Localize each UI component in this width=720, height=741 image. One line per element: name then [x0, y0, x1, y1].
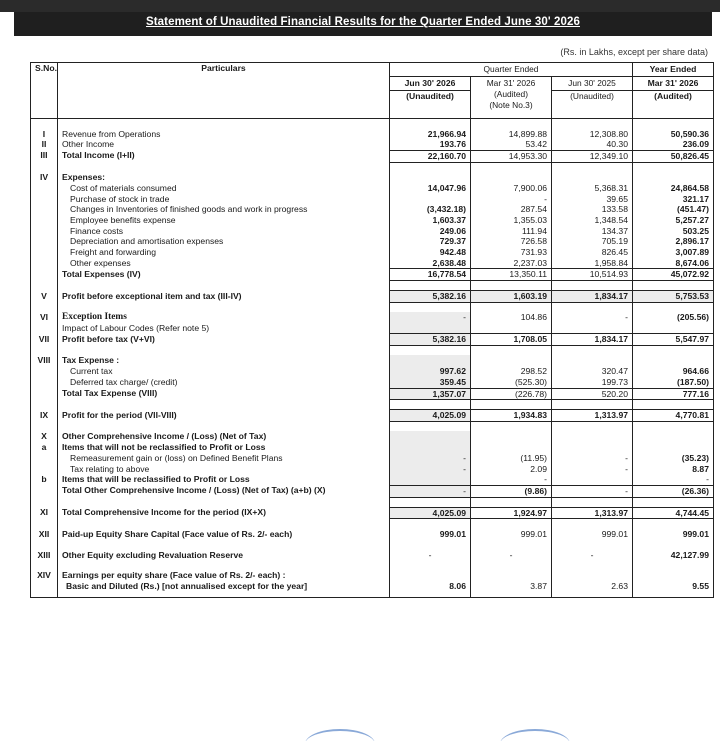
header-year-ended: Year Ended: [633, 63, 714, 77]
table-body: [31, 119, 714, 598]
header-col3-date: Jun 30' 2025: [552, 77, 633, 91]
table-row: VII Profit before tax (V+VI) 5,382.16 1,708.05 1,834.17 5,547.97: [31, 334, 714, 346]
table-row: II Other Income 193.76 53.42 40.30 236.09: [31, 139, 714, 150]
table-row: IX Profit for the period (VII-VIII) 4,025.09 1,934.83 1,313.97 4,770.81: [31, 410, 714, 422]
table-row: Tax relating to above - 2.09 - 8.87: [31, 464, 714, 475]
table-row: V Profit before exceptional item and tax (III-IV) 5,382.16 1,603.19 1,834.17 5,753.53: [31, 291, 714, 303]
table-row: Purchase of stock in trade - 39.65 321.17: [31, 194, 714, 205]
table-row: VIII Tax Expense :: [31, 355, 714, 366]
title-band: [14, 12, 712, 36]
table-row: a Items that will not be reclassified to Profit or Loss: [31, 442, 714, 453]
table-row: b Items that will be reclassified to Profit or Loss - -: [31, 474, 714, 485]
header-col2: [471, 77, 552, 119]
table-row: Basic and Diluted (Rs.) [not annualised except for the year] 8.06 3.87 2.63 9.55: [31, 581, 714, 592]
stamp-arc-left: [305, 729, 375, 741]
statement-title: Statement of Unaudited Financial Results for the Quarter Ended June 30' 2026: [145, 16, 580, 28]
table-row: XIV Earnings per equity share (Face value of Rs. 2/- each) :: [31, 570, 714, 581]
header-col1-date: Jun 30' 2026: [390, 77, 471, 91]
header-col2-note: (Note No.3): [489, 100, 533, 110]
table-row: Total Expenses (IV) 16,778.54 13,350.11 10,514.93 45,072.92: [31, 269, 714, 281]
table-row: Total Tax Expense (VIII) 1,357.07 (226.78) 520.20 777.16: [31, 388, 714, 400]
header-col3-status: (Unaudited): [552, 91, 633, 119]
table-row: X Other Comprehensive Income / (Loss) (Net of Tax): [31, 431, 714, 442]
table-header: [31, 63, 714, 119]
table-row: Depreciation and amortisation expenses 729.37 726.58 705.19 2,896.17: [31, 236, 714, 247]
table-row: IV Expenses:: [31, 172, 714, 183]
table-row: Employee benefits expense 1,603.37 1,355.03 1,348.54 5,257.27: [31, 215, 714, 226]
financial-results-table: [30, 62, 714, 598]
header-particulars: Particulars: [58, 63, 390, 119]
top-dark-strip: [0, 0, 720, 12]
table-row: Remeasurement gain or (loss) on Defined Benefit Plans - (11.95) - (35.23): [31, 453, 714, 464]
table-row: Impact of Labour Codes (Refer note 5): [31, 323, 714, 334]
table-row: Finance costs 249.06 111.94 134.37 503.25: [31, 226, 714, 237]
stamp-arc-right: [500, 729, 570, 741]
table-row: III Total Income (I+II) 22,160.70 14,953.30 12,349.10 50,826.45: [31, 150, 714, 162]
table-row: I Revenue from Operations 21,966.94 14,899.88 12,308.80 50,590.36: [31, 129, 714, 140]
table-row: Deferred tax charge/ (credit) 359.45 (525.30) 199.73 (187.50): [31, 377, 714, 388]
table-row: Other expenses 2,638.48 2,237.03 1,958.84 8,674.06: [31, 258, 714, 269]
header-col4-status: (Audited): [633, 91, 714, 119]
unit-note: (Rs. in Lakhs, except per share data): [560, 47, 708, 57]
table-row: XII Paid-up Equity Share Capital (Face value of Rs. 2/- each) 999.01 999.01 999.01 999.01: [31, 529, 714, 540]
table-row: Freight and forwarding 942.48 731.93 826.45 3,007.89: [31, 247, 714, 258]
header-col4-date: Mar 31' 2026: [633, 77, 714, 91]
header-col2-date: Mar 31' 2026: [486, 78, 536, 88]
header-col1-status: (Unaudited): [390, 91, 471, 119]
table-row: Current tax 997.62 298.52 320.47 964.66: [31, 366, 714, 377]
table-row: Total Other Comprehensive Income / (Loss) (Net of Tax) (a+b) (X) - (9.86) - (26.36): [31, 485, 714, 497]
header-sno: S.No.: [31, 63, 58, 119]
table-row: XIII Other Equity excluding Revaluation Reserve - - - 42,127.99: [31, 550, 714, 561]
table-row: Cost of materials consumed 14,047.96 7,900.06 5,368.31 24,864.58: [31, 183, 714, 194]
header-col2-status: (Audited): [494, 89, 528, 99]
header-quarter-ended: Quarter Ended: [390, 63, 633, 77]
table-row: VI Exception Items - 104.86 - (205.56): [31, 312, 714, 323]
table-row: Changes in Inventories of finished goods and work in progress (3,432.18) 287.54 133.58 (451.47): [31, 204, 714, 215]
table-row: XI Total Comprehensive Income for the period (IX+X) 4,025.09 1,924.97 1,313.97 4,744.45: [31, 507, 714, 519]
